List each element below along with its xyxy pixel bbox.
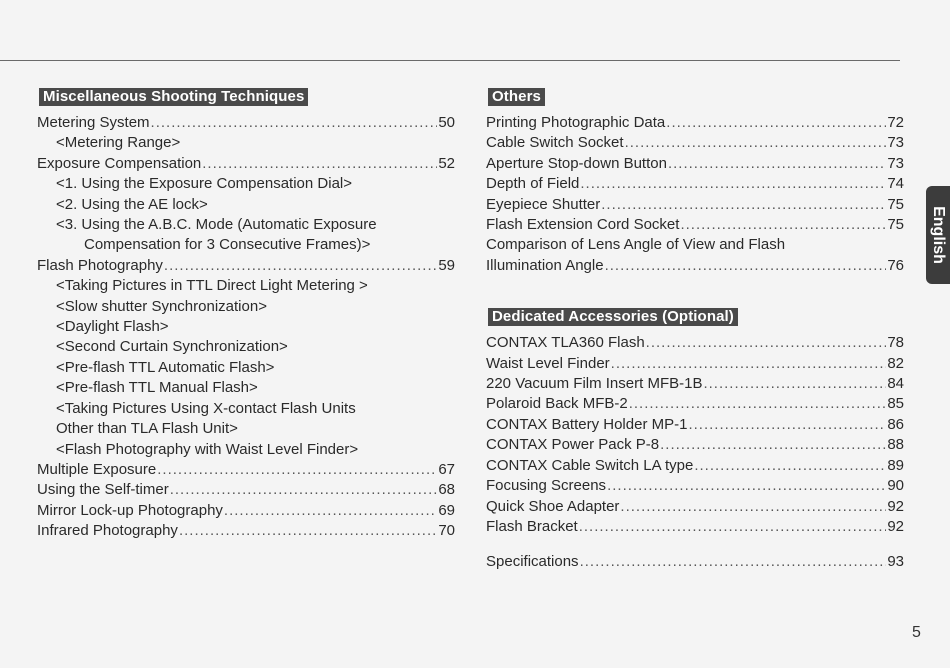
- toc-sub-f1: <Taking Pictures in TTL Direct Light Metering >: [56, 277, 368, 295]
- toc-sub-f6: <Pre-flash TTL Manual Flash>: [56, 379, 258, 397]
- toc-sub-ec3-cont: Compensation for 3 Consecutive Frames)>: [84, 236, 371, 254]
- toc-sub-ec1: <1. Using the Exposure Compensation Dial>: [56, 175, 353, 193]
- toc-entry-metering[interactable]: Metering System ..... 50: [37, 113, 455, 133]
- toc-right-column: [486, 88, 904, 573]
- toc-entry-eyepiece[interactable]: Eyepiece Shutter ..... 75: [486, 195, 904, 215]
- toc-entry-multiple[interactable]: Multiple Exposure ..... 67: [37, 460, 455, 480]
- toc-sub-ec3: <3. Using the A.B.C. Mode (Automatic Exposure: [56, 216, 377, 234]
- page-number: 5: [912, 624, 921, 641]
- toc-entry-selftimer[interactable]: Using the Self-timer ..... 68: [37, 480, 455, 500]
- toc-sub-f5: <Pre-flash TTL Automatic Flash>: [56, 358, 275, 376]
- section-heading-misc: Miscellaneous Shooting Techniques: [39, 88, 308, 106]
- language-tab-label: English: [930, 206, 947, 264]
- toc-sub-ec2: <2. Using the AE lock>: [56, 195, 208, 213]
- toc-entry-comparison-cont[interactable]: Illumination Angle ..... 76: [486, 256, 904, 276]
- toc-entry-mirror[interactable]: Mirror Lock-up Photography ..... 69: [37, 501, 455, 521]
- toc-entry-quickshoe[interactable]: Quick Shoe Adapter ..... 92: [486, 497, 904, 517]
- toc-entry-aperture[interactable]: Aperture Stop-down Button ..... 73: [486, 154, 904, 174]
- toc-entry-flash[interactable]: Flash Photography ..... 59: [37, 256, 455, 276]
- top-rule: [0, 60, 900, 61]
- toc-entry-cable-socket[interactable]: Cable Switch Socket ..... 73: [486, 133, 904, 153]
- toc-entry-infrared[interactable]: Infrared Photography ..... 70: [37, 521, 455, 541]
- toc-entry-extension[interactable]: Flash Extension Cord Socket ..... 75: [486, 215, 904, 235]
- toc-sub-metering-range: <Metering Range>: [56, 134, 181, 152]
- toc-entry-depth[interactable]: Depth of Field ..... 74: [486, 174, 904, 194]
- toc-entry-polaroid[interactable]: Polaroid Back MFB-2 ..... 85: [486, 394, 904, 414]
- toc-entry-printing[interactable]: Printing Photographic Data ..... 72: [486, 113, 904, 133]
- toc-entry-tla360[interactable]: CONTAX TLA360 Flash ..... 78: [486, 333, 904, 353]
- toc-sub-f7-cont: Other than TLA Flash Unit>: [56, 420, 238, 438]
- toc-entry-vacuum[interactable]: 220 Vacuum Film Insert MFB-1B ..... 84: [486, 374, 904, 394]
- toc-entry-specifications[interactable]: Specifications ..... 93: [486, 552, 904, 572]
- toc-sub-f7: <Taking Pictures Using X-contact Flash Units: [56, 399, 356, 417]
- toc-sub-f2: <Slow shutter Synchronization>: [56, 297, 267, 315]
- toc-entry-cableswitch[interactable]: CONTAX Cable Switch LA type ..... 89: [486, 456, 904, 476]
- toc-entry-battery[interactable]: CONTAX Battery Holder MP-1 ..... 86: [486, 415, 904, 435]
- section-heading-others: Others: [488, 88, 545, 106]
- toc-entry-bracket[interactable]: Flash Bracket ..... 92: [486, 517, 904, 537]
- toc-entry-focusing[interactable]: Focusing Screens ..... 90: [486, 476, 904, 496]
- toc-entry-powerpack[interactable]: CONTAX Power Pack P-8 ..... 88: [486, 435, 904, 455]
- toc-sub-f8: <Flash Photography with Waist Level Finder>: [56, 440, 359, 458]
- toc-entry-exposure[interactable]: Exposure Compensation ..... 52: [37, 154, 455, 174]
- toc-sub-f3: <Daylight Flash>: [56, 318, 169, 336]
- toc-left-column: [37, 88, 455, 542]
- section-heading-accessories: Dedicated Accessories (Optional): [488, 308, 738, 326]
- toc-entry-comparison: Comparison of Lens Angle of View and Flash: [486, 236, 786, 254]
- language-tab[interactable]: [926, 186, 950, 284]
- toc-sub-f4: <Second Curtain Synchronization>: [56, 338, 288, 356]
- toc-entry-waist[interactable]: Waist Level Finder ..... 82: [486, 354, 904, 374]
